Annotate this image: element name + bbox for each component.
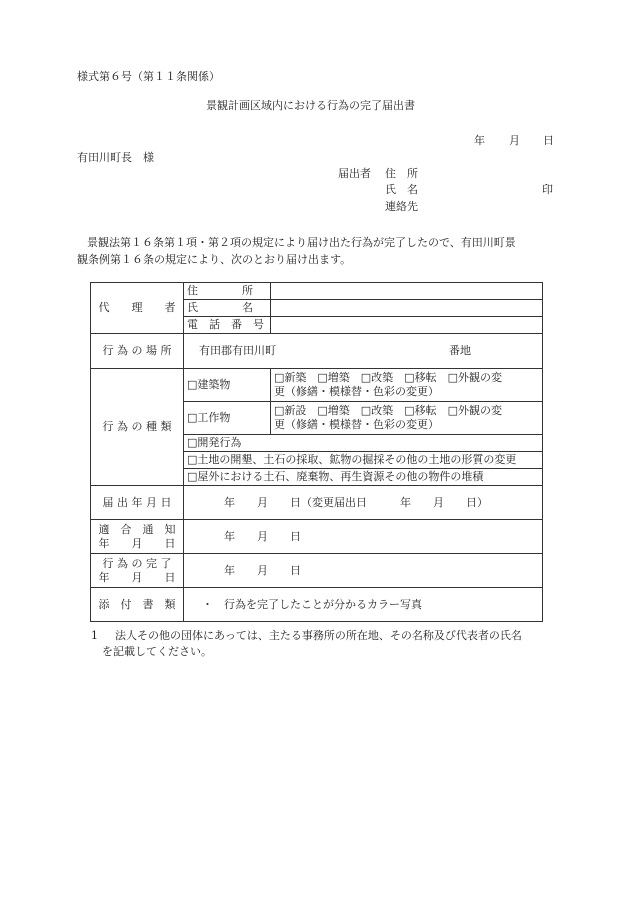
- conformity-label: [91, 520, 184, 554]
- body-text-line-2: 観条例第１６条の規定により、次のとおり届け出ます。: [77, 253, 352, 266]
- attachments-field[interactable]: [184, 588, 543, 622]
- date-month: 月: [509, 134, 520, 147]
- location-suffix: 番地: [449, 344, 471, 357]
- location-row: [91, 334, 543, 369]
- conformity-label-line-1: 適 合 通 知: [98, 522, 176, 536]
- location-value: 有田郡有田川町: [199, 344, 276, 357]
- filing-date-row: [91, 486, 543, 520]
- agent-name-label: 氏 名: [184, 300, 271, 317]
- building-options-line-1: □新築 □増築 □改築 □移転 □外観の変: [274, 371, 502, 384]
- agent-address-field[interactable]: [271, 283, 543, 300]
- agent-name-field[interactable]: [271, 300, 543, 317]
- completion-label-line-1: 行 為 の 完 了: [102, 556, 172, 570]
- completion-date-field[interactable]: [184, 554, 543, 588]
- notifier-contact-label: 連絡先: [385, 200, 418, 213]
- land-change-checkbox[interactable]: □土地の開墾、土石の採取、鉱物の掘採その他の土地の形質の変更: [184, 452, 543, 469]
- building-checkbox[interactable]: □建築物: [184, 369, 271, 402]
- outdoor-storage-checkbox[interactable]: □屋外における土石、廃棄物、再生資源その他の物件の堆積: [184, 469, 543, 486]
- agent-phone-label: 電 話 番 号: [184, 317, 271, 334]
- addressee: 有田川町長 様: [77, 151, 154, 164]
- development-checkbox[interactable]: □開発行為: [184, 435, 543, 452]
- completion-label-line-2: 年 月 日: [98, 570, 176, 584]
- location-field[interactable]: [184, 334, 543, 369]
- location-label: 行 為 の 場 所: [91, 334, 184, 369]
- date-day: 日: [543, 134, 554, 147]
- agent-address-label: 住 所: [184, 283, 271, 300]
- filing-date-field[interactable]: [184, 486, 543, 520]
- note-line-2: を記載してください。: [102, 645, 212, 658]
- attachments-label: 添 付 書 類: [91, 588, 184, 622]
- building-row: [91, 369, 543, 402]
- building-options-line-2: 更（修繕・模様替・色彩の変更）: [274, 385, 439, 398]
- body-text-line-1: 景観法第１６条第１項・第２項の規定により届け出た行為が完了したので、有田川町景: [87, 236, 516, 249]
- notification-form-table: [90, 282, 543, 622]
- conformity-date-field[interactable]: [184, 520, 543, 554]
- agent-address-row: [91, 283, 543, 300]
- agent-phone-field[interactable]: [271, 317, 543, 334]
- completion-label: [91, 554, 184, 588]
- form-number: 様式第６号（第１１条関係）: [77, 70, 220, 83]
- filing-date-label: 届 出 年 月 日: [91, 486, 184, 520]
- structure-checkbox[interactable]: □工作物: [184, 402, 271, 435]
- conformity-date-row: [91, 520, 543, 554]
- filing-date-value: 年 月 日（変更届出日 年 月 日）: [224, 495, 488, 509]
- seal-mark: 印: [542, 183, 553, 196]
- note-line-1: 法人その他の団体にあっては、主たる事務所の所在地、その名称及び代表者の氏名: [115, 629, 522, 642]
- building-options[interactable]: [271, 369, 543, 402]
- completion-date-row: [91, 554, 543, 588]
- conformity-label-line-2: 年 月 日: [98, 536, 176, 550]
- notifier-name-label: 氏 名: [385, 183, 418, 196]
- agent-label: 代 理 者: [91, 283, 184, 334]
- structure-options-line-2: 更（修繕・模様替・色彩の変更）: [274, 418, 439, 431]
- type-label: 行 為 の 種 類: [91, 369, 184, 486]
- document-title: 景観計画区域内における行為の完了届出書: [206, 99, 415, 112]
- note-number: 1: [91, 629, 98, 642]
- date-year: 年: [474, 134, 485, 147]
- conformity-date-value: 年 月 日: [224, 529, 301, 543]
- notifier-label: 届出者: [338, 167, 371, 180]
- structure-options-line-1: □新設 □増築 □改築 □移転 □外観の変: [274, 404, 502, 417]
- notifier-address-label: 住 所: [385, 167, 418, 180]
- completion-date-value: 年 月 日: [224, 563, 301, 577]
- structure-options[interactable]: [271, 402, 543, 435]
- attachments-row: [91, 588, 543, 622]
- attachments-value: ・ 行為を完了したことが分かるカラー写真: [202, 597, 422, 611]
